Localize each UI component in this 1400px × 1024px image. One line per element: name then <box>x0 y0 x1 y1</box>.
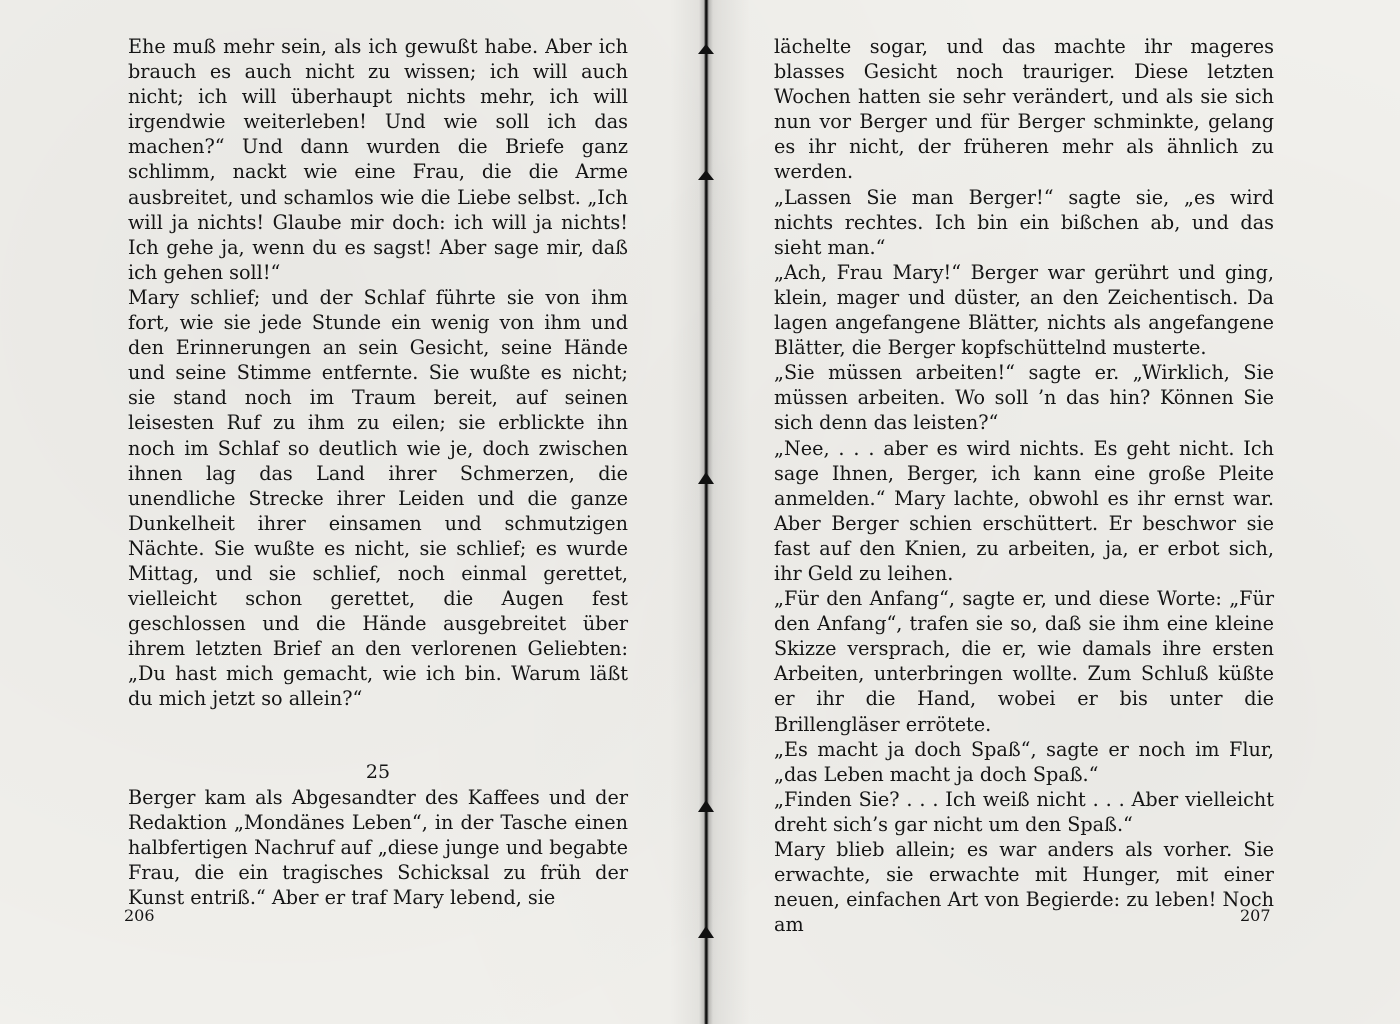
binding-stitch <box>698 472 714 484</box>
chapter-number: 25 <box>365 760 391 783</box>
book-spine <box>699 0 713 1024</box>
binding-stitch <box>698 44 714 54</box>
page-number-left: 206 <box>124 906 155 925</box>
paragraph: lächelte sogar, und das machte ihr mageres blasses Gesicht noch trauriger. Diese letzten Wochen hatten sie sehr verändert, und als sie sich nun vor Berger und für Berger schminkte, gelang es ihr nicht, der früheren mehr als ähnlich zu werden. <box>774 35 1274 184</box>
paragraph: „Nee, . . . aber es wird nichts. Es geht nicht. Ich sage Ihnen, Berger, ich kann eine große Pleite anmelden.“ Mary lachte, obwohl es ihr ernst war. Aber Berger schien erschüttert. Er beschwor sie fast auf den Knien, zu arbeiten, ja, er erbot sich, ihr Geld zu leihen. <box>774 436 1274 585</box>
paragraph: Mary schlief; und der Schlaf führte sie von ihm fort, wie sie jede Stunde ein wenig von ihm und den Erinnerungen an sein Gesicht, seine Hände und seine Stimme entfernte. Sie wußte es nicht; sie stand noch im Traum bereit, auf seinen leisesten Ruf zu ihm zu eilen; sie erblickte ihn noch im Schlaf so deutlich wie je, doch zwischen ihnen lag das Land ihrer Schmerzen, die unendliche Strecke ihrer Leiden und die ganze Dunkelheit ihrer einsamen und schmutzigen Nächte. Sie wußte es nicht, sie schlief; es wurde Mittag, und sie schlief, noch einmal gerettet, vielleicht schon gerettet, die Augen fest geschlossen und die Hände ausgebreitet über ihrem letzten Brief an den verlorenen Geliebten: „Du hast mich gemacht, wie ich bin. Warum läßt du mich jetzt so allein?“ <box>128 285 628 711</box>
binding-stitch <box>698 926 714 938</box>
paragraph: „Lassen Sie man Berger!“ sagte sie, „es wird nichts rechtes. Ich bin ein bißchen ab, und das sieht man.“ <box>774 185 1274 259</box>
paragraph: Ehe muß mehr sein, als ich gewußt habe. Aber ich brauch es auch nicht zu wissen; ich will auch nicht; ich will überhaupt nichts mehr, ich will irgendwie weiterleben! Und wie soll ich das machen?“ Und dann wurden die Briefe ganz schlimm, nackt wie eine Frau, die die Arme ausbreitet, und schamlos wie die Liebe selbst. „Ich will ja nichts! Glaube mir doch: ich will ja nichts! Ich gehe ja, wenn du es sagst! Aber sage mir, daß ich gehen soll!“ <box>128 35 628 284</box>
paragraph: „Ach, Frau Mary!“ Berger war gerührt und ging, klein, mager und düster, an den Zeichentisch. Da lagen angefangene Blätter, nichts als angefangene Blätter, die Berger kopfschüttelnd musterte. <box>774 260 1274 360</box>
right-page <box>774 34 1274 937</box>
paragraph: „Es macht ja doch Spaß“, sagte er noch im Flur, „das Leben macht ja doch Spaß.“ <box>774 737 1274 786</box>
binding-stitch <box>698 170 714 180</box>
paragraph: Berger kam als Abgesandter des Kaffees und der Redaktion „Mondänes Leben“, in der Tasche einen halbfertigen Nachruf auf „diese junge und begabte Frau, die ein tragisches Schicksal zu früh der Kunst entriß.“ Aber er traf Mary lebend, sie <box>128 785 628 909</box>
left-page <box>128 34 628 910</box>
paragraph: „Sie müssen arbeiten!“ sagte er. „Wirklich, Sie müssen arbeiten. Wo soll ’n das hin? Können Sie sich denn das leisten?“ <box>774 361 1274 435</box>
paragraph: „Finden Sie? . . . Ich weiß nicht . . . Aber vielleicht dreht sich’s gar nicht um den Spaß.“ <box>774 787 1274 836</box>
paragraph: Mary blieb allein; es war anders als vorher. Sie erwachte, sie erwachte mit Hunger, mit einer neuen, einfachen Art von Begierde: zu leben! Noch am <box>774 838 1274 937</box>
page-number-right: 207 <box>1240 906 1271 925</box>
paragraph: „Für den Anfang“, sagte er, und diese Worte: „Für den Anfang“, trafen sie so, daß sie ihm eine kleine Skizze versprach, die er, wie damals ihre ersten Arbeiten, unterbringen wollte. Zum Schluß küßte er ihr die Hand, wobei er bis unter die Brillengläser errötete. <box>774 587 1274 736</box>
binding-stitch <box>698 800 714 812</box>
